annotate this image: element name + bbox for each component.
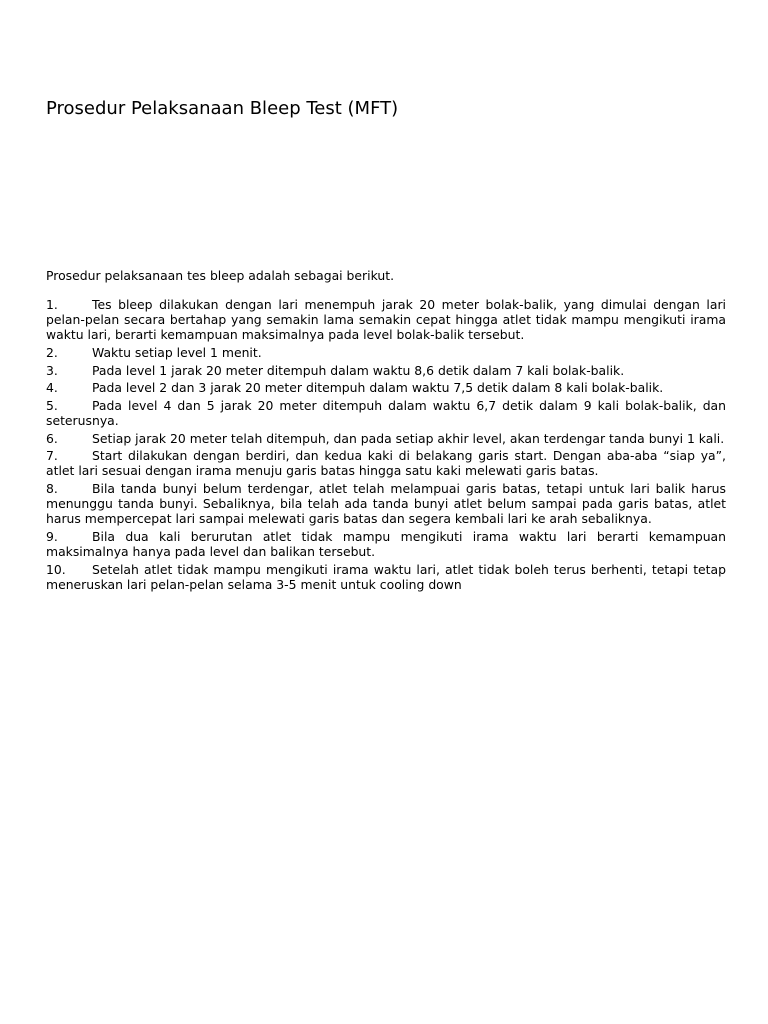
procedure-step-6	[46, 431, 726, 446]
procedure-step-2	[46, 345, 726, 360]
procedure-step-4	[46, 380, 726, 395]
step-number: 5.	[46, 397, 58, 413]
procedure-steps	[46, 297, 726, 595]
procedure-step-8	[46, 481, 726, 527]
procedure-step-10	[46, 562, 726, 592]
step-text: Bila tanda bunyi belum terdengar, atlet telah melampuai garis batas, tetapi untuk lari balik harus menunggu tanda bunyi. Sebaliknya, bila telah ada tanda bunyi atlet belum sampai pada garis batas, atlet harus mempercepat lari sampai melewati garis batas dan segera kembali lari ke arah sebaliknya.	[46, 480, 726, 527]
step-number: 8.	[46, 480, 58, 496]
document-title: Prosedur Pelaksanaan Bleep Test (MFT)	[46, 98, 399, 119]
procedure-step-7	[46, 448, 726, 478]
step-number: 9.	[46, 528, 58, 544]
step-number: 2.	[46, 345, 58, 360]
step-text: Setiap jarak 20 meter telah ditempuh, dan pada setiap akhir level, akan terdengar tanda bunyi 1 kali.	[92, 430, 725, 446]
procedure-step-3	[46, 363, 726, 378]
step-number: 3.	[46, 362, 58, 378]
procedure-step-5	[46, 398, 726, 428]
step-number: 7.	[46, 448, 58, 464]
step-number: 10.	[46, 561, 66, 577]
procedure-step-9	[46, 529, 726, 559]
step-text: Bila dua kali berurutan atlet tidak mampu mengikuti irama waktu lari berarti kemampuan maksimalnya hanya pada level dan balikan tersebut.	[46, 528, 726, 560]
intro-paragraph: Prosedur pelaksanaan tes bleep adalah sebagai berikut.	[46, 268, 395, 283]
step-number: 6.	[46, 430, 58, 446]
step-text: Pada level 2 dan 3 jarak 20 meter ditempuh dalam waktu 7,5 detik dalam 8 kali bolak-balik.	[92, 380, 664, 396]
step-number: 4.	[46, 380, 58, 396]
step-text: Tes bleep dilakukan dengan lari menempuh jarak 20 meter bolak-balik, yang dimulai dengan lari pelan-pelan secara bertahap yang semakin lama semakin cepat hingga atlet tidak mampu mengikuti irama waktu lari, berarti kemampuan maksimalnya pada level bolak-balik tersebut.	[46, 297, 726, 343]
step-text: Pada level 1 jarak 20 meter ditempuh dalam waktu 8,6 detik dalam 7 kali bolak-balik.	[92, 362, 625, 378]
step-text: Start dilakukan dengan berdiri, dan kedua kaki di belakang garis start. Dengan aba-aba “siap ya”, atlet lari sesuai dengan irama menuju garis batas hingga satu kaki melewati garis batas.	[46, 448, 726, 479]
step-number: 1.	[46, 297, 58, 312]
step-text: Pada level 4 dan 5 jarak 20 meter ditempuh dalam waktu 6,7 detik dalam 9 kali bolak-balik, dan seterusnya.	[46, 397, 726, 428]
step-text: Setelah atlet tidak mampu mengikuti irama waktu lari, atlet tidak boleh terus berhenti, tetapi tetap meneruskan lari pelan-pelan selama 3-5 menit untuk cooling down	[46, 561, 726, 592]
procedure-step-1	[46, 297, 726, 343]
step-text: Waktu setiap level 1 menit.	[92, 345, 262, 360]
